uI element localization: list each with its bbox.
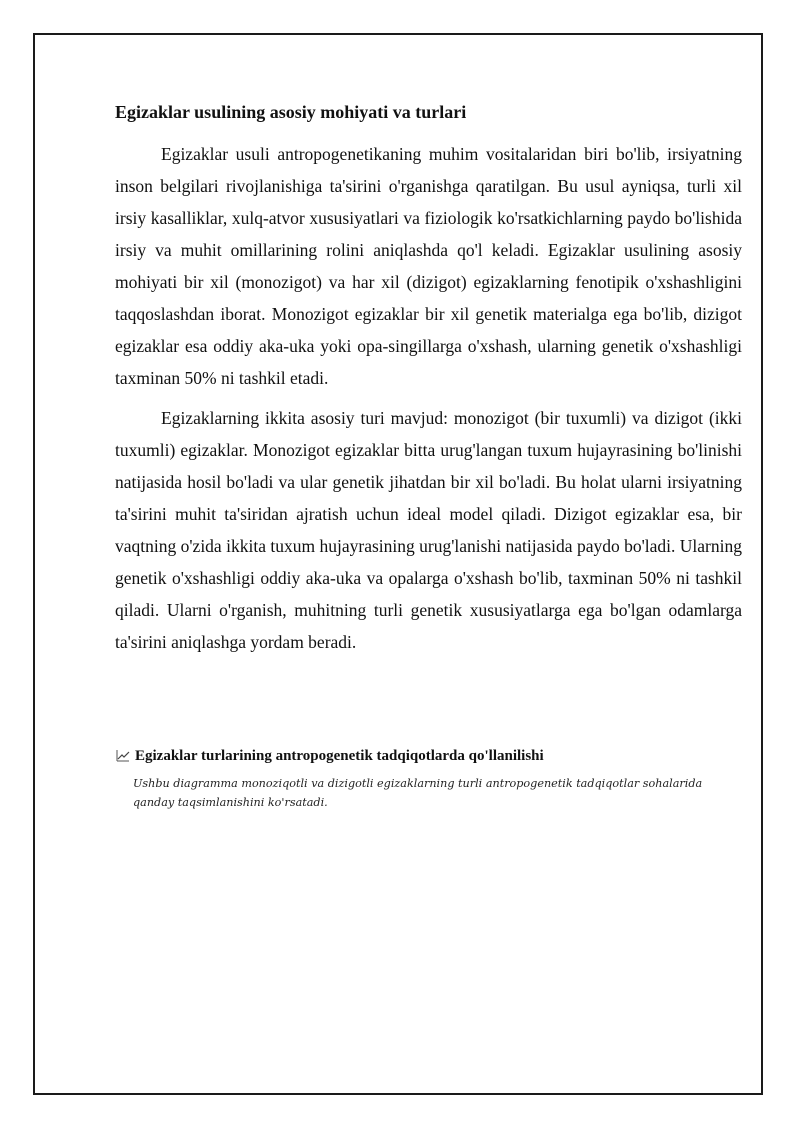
paragraph-1: Egizaklar usuli antropogenetikaning muhim vositalaridan biri bo'lib, irsiyatning inson belgilari rivojlanishiga ta'sirini o'rganishga qaratilgan. Bu usul ayniqsa, turli xil irsiy kasalliklar, xulq-atvor xususiyatlari va fiziologik ko'rsatkichlarning paydo bo'lishida irsiy va muhit omillarining rolini aniqlashda qo'l keladi. Egizaklar usulining asosiy mohiyati bir xil (monozigot) va har xil (dizigot) egizaklarning fenotipik o'xshashligini taqqoslashdan iborat. Monozigot egizaklar bir xil genetik materialga ega bo'lib, dizigot egizaklar esa oddiy aka-uka yoki opa-singillarga o'xshash, ularning genetik o'xshashligi taxminan 50% ni tashkil etadi. — [115, 144, 742, 388]
chart-title: Egizaklar turlarining antropogenetik tadqiqotlarda qo'llanilishi — [135, 748, 544, 764]
paragraph-2: Egizaklarning ikkita asosiy turi mavjud: monozigot (bir tuxumli) va dizigot (ikki tuxumli) egizaklar. Monozigot egizaklar bitta urug'langan tuxum hujayrasining bo'linishi natijasida hosil bo'ladi va ular genetik jihatdan bir xil bo'ladi. Bu holat ularni irsiyatning ta'sirini muhit ta'siridan ajratish uchun ideal model qiladi. Dizigot egizaklar esa, bir vaqtning o'zida ikkita tuxum hujayrasining urug'lanishi natijasida paydo bo'ladi. Ularning genetik o'xshashligi oddiy aka-uka va opalarga o'xshash bo'lib, taxminan 50% ni tashkil qiladi. Ularni o'rganish, muhitning turli genetik xususiyatlarga ega bo'lgan odamlarga ta'sirini aniqlashga yordam beradi. — [115, 408, 742, 652]
chart-line-icon — [115, 748, 131, 764]
chart-caption: Ushbu diagramma monoziqotli va dizigotli egizaklarning turli antropogenetik tadqiqotlar sohalarida qanday taqsimlanishini ko'rsatadi. — [133, 777, 703, 809]
document-body — [115, 100, 742, 666]
section-heading: Egizaklar usulining asosiy mohiyati va turlari — [115, 102, 467, 122]
chart-header — [115, 746, 742, 766]
chart-block — [115, 746, 742, 812]
